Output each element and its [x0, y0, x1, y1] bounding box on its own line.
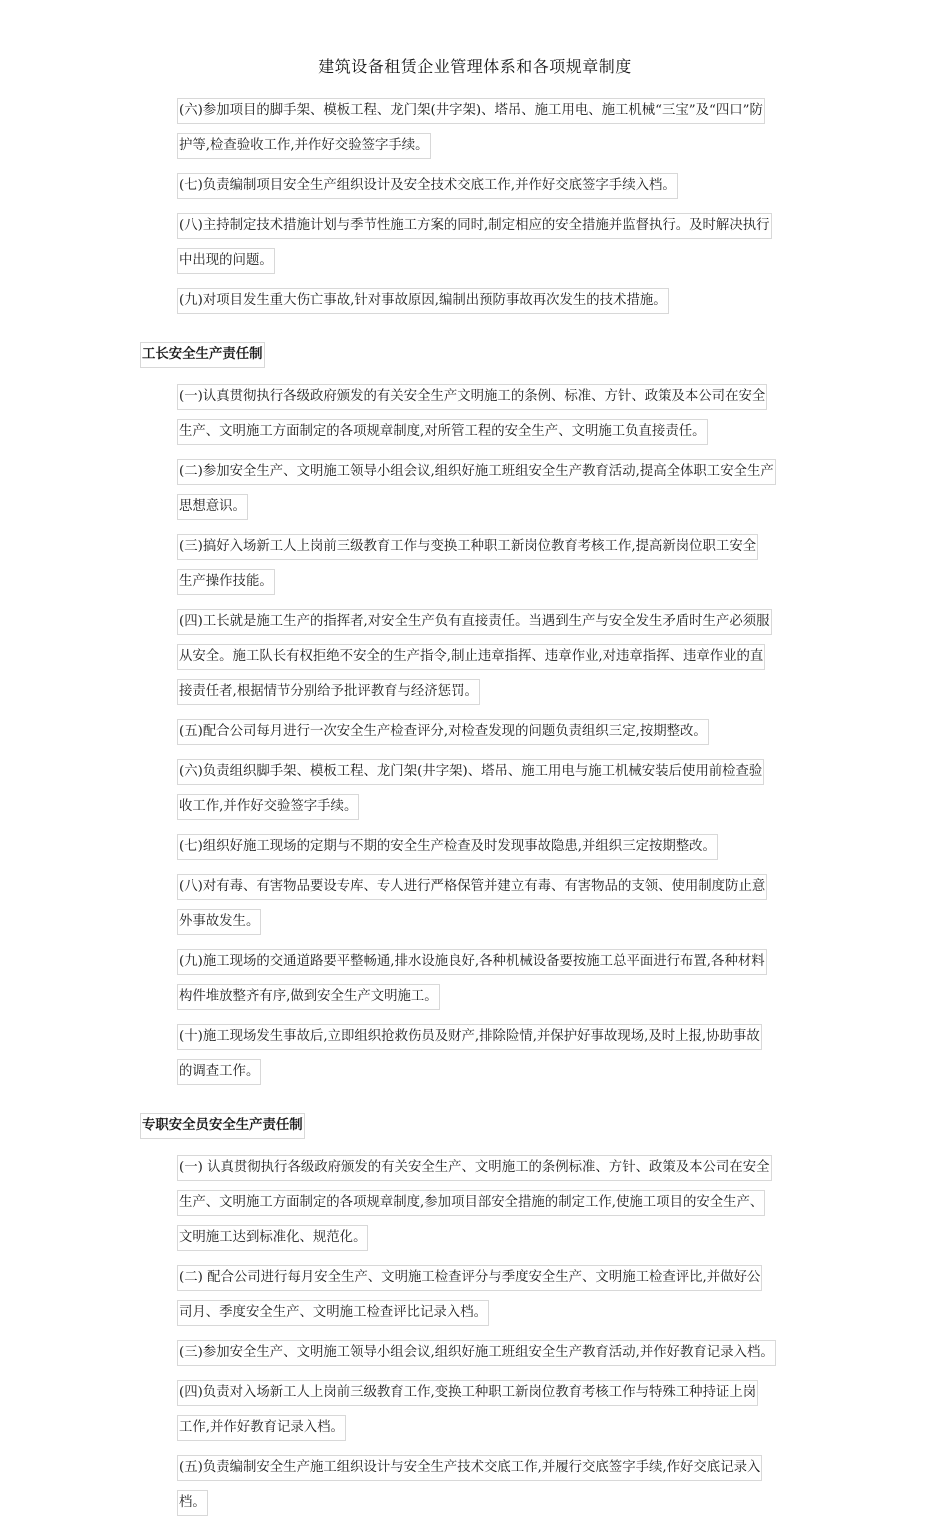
section-1 — [140, 328, 820, 1094]
document-body — [140, 98, 820, 1530]
clause-line: (九)施工现场的交通道路要平整畅通,排水设施良好,各种机械设备要按施工总平面进行布置,各种材料 — [177, 949, 767, 975]
clause-line: (八)主持制定技术措施计划与季节性施工方案的同时,制定相应的安全措施并监督执行。及时解决执行 — [177, 213, 772, 239]
clause-paragraph — [177, 1455, 809, 1525]
section-2 — [140, 1099, 820, 1525]
clause-line: 档。 — [177, 1490, 208, 1516]
clause-line: (六)参加项目的脚手架、模板工程、龙门架(井字架)、塔吊、施工用电、施工机械“三宝”及“四口”防 — [177, 98, 765, 124]
clause-line: (三)参加安全生产、文明施工领导小组会议,组织好施工班组安全生产教育活动,并作好教育记录入档。 — [177, 1340, 776, 1366]
section-heading: 工长安全生产责任制 — [140, 342, 265, 368]
clause-paragraph — [177, 759, 809, 829]
clause-line: (三)搞好入场新工人上岗前三级教育工作与变换工种职工新岗位教育考核工作,提高新岗位职工安全 — [177, 534, 758, 560]
section-heading: 专职安全员安全生产责任制 — [140, 1113, 305, 1139]
clause-line: 护等,检查验收工作,并作好交验签字手续。 — [177, 133, 431, 159]
clause-paragraph — [177, 609, 809, 714]
clause-paragraph — [177, 384, 809, 454]
clause-line: 收工作,并作好交验签字手续。 — [177, 794, 359, 820]
clause-line: (九)对项目发生重大伤亡事故,针对事故原因,编制出预防事故再次发生的技术措施。 — [177, 288, 669, 314]
section-0 — [140, 98, 820, 323]
clause-line: 从安全。施工队长有权拒绝不安全的生产指令,制止违章指挥、违章作业,对违章指挥、违章作业的直 — [177, 644, 765, 670]
clause-line: 思想意识。 — [177, 494, 248, 520]
clause-line: (四)工长就是施工生产的指挥者,对安全生产负有直接责任。当遇到生产与安全发生矛盾时生产必须服 — [177, 609, 772, 635]
clause-line: (二) 配合公司进行每月安全生产、文明施工检查评分与季度安全生产、文明施工检查评比,并做好公 — [177, 1265, 762, 1291]
clause-paragraph — [177, 874, 809, 944]
clause-paragraph — [177, 1265, 809, 1335]
clause-paragraph — [177, 534, 809, 604]
clause-line: (五)负责编制安全生产施工组织设计与安全生产技术交底工作,并履行交底签字手续,作好交底记录入 — [177, 1455, 762, 1481]
clause-paragraph — [177, 173, 809, 208]
clause-line: 生产、文明施工方面制定的各项规章制度,参加项目部安全措施的制定工作,使施工项目的安全生产、 — [177, 1190, 765, 1216]
clause-paragraph — [177, 1155, 809, 1260]
clause-paragraph — [177, 213, 809, 283]
clause-line: 文明施工达到标准化、规范化。 — [177, 1225, 368, 1251]
clause-paragraph — [177, 98, 809, 168]
clause-line: 构件堆放整齐有序,做到安全生产文明施工。 — [177, 984, 440, 1010]
clause-paragraph — [177, 834, 809, 869]
clause-line: (七)组织好施工现场的定期与不期的安全生产检查及时发现事故隐患,并组织三定按期整改。 — [177, 834, 718, 860]
clause-paragraph — [177, 288, 809, 323]
clause-line: 的调查工作。 — [177, 1059, 261, 1085]
clause-line: (十)施工现场发生事故后,立即组织抢救伤员及财产,排除险情,并保护好事故现场,及时上报,协助事故 — [177, 1024, 762, 1050]
clause-line: 司月、季度安全生产、文明施工检查评比记录入档。 — [177, 1300, 489, 1326]
clause-line: 生产、文明施工方面制定的各项规章制度,对所管工程的安全生产、文明施工负直接责任。 — [177, 419, 708, 445]
clause-paragraph — [177, 1024, 809, 1094]
clause-paragraph — [177, 949, 809, 1019]
clause-line: (八)对有毒、有害物品要设专库、专人进行严格保管并建立有毒、有害物品的支领、使用制度防止意 — [177, 874, 767, 900]
clause-line: 工作,并作好教育记录入档。 — [177, 1415, 346, 1441]
page-title: 建筑设备租赁企业管理体系和各项规章制度 — [318, 57, 632, 76]
clause-line: 接责任者,根据情节分别给予批评教育与经济惩罚。 — [177, 679, 480, 705]
clause-line: 外事故发生。 — [177, 909, 261, 935]
clause-paragraph — [177, 459, 809, 529]
clause-line: (四)负责对入场新工人上岗前三级教育工作,变换工种职工新岗位教育考核工作与特殊工种持证上岗 — [177, 1380, 758, 1406]
clause-paragraph — [177, 1380, 809, 1450]
clause-line: (一)认真贯彻执行各级政府颁发的有关安全生产文明施工的条例、标准、方针、政策及本公司在安全 — [177, 384, 767, 410]
clause-line: (一) 认真贯彻执行各级政府颁发的有关安全生产、文明施工的条例标准、方针、政策及本公司在安全 — [177, 1155, 772, 1181]
clause-paragraph — [177, 1340, 809, 1375]
clause-line: 中出现的问题。 — [177, 248, 275, 274]
clause-paragraph — [177, 719, 809, 754]
clause-line: (六)负责组织脚手架、模板工程、龙门架(井字架)、塔吊、施工用电与施工机械安装后使用前检查验 — [177, 759, 764, 785]
clause-line: (五)配合公司每月进行一次安全生产检查评分,对检查发现的问题负责组织三定,按期整改。 — [177, 719, 709, 745]
clause-line: (二)参加安全生产、文明施工领导小组会议,组织好施工班组安全生产教育活动,提高全体职工安全生产 — [177, 459, 776, 485]
clause-line: (七)负责编制项目安全生产组织设计及安全技术交底工作,并作好交底签字手续入档。 — [177, 173, 678, 199]
clause-line: 生产操作技能。 — [177, 569, 275, 595]
